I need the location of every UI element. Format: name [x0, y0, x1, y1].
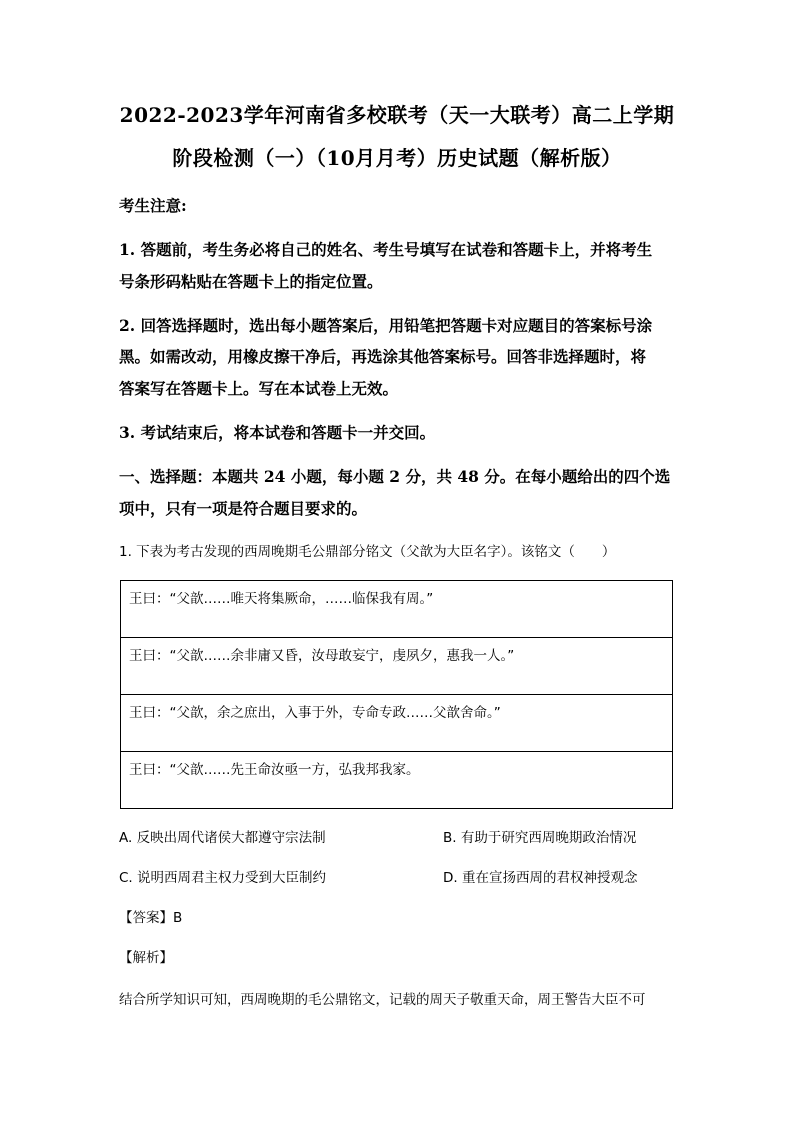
section-heading-line-2: 项中，只有一项是符合题目要求的。	[119, 499, 368, 518]
notice-item-2-line-2: 黑。如需改动，用橡皮擦干净后，再选涂其他答案标号。回答非选择题时，将	[119, 347, 647, 366]
notice-item-2-line-1: 2. 回答选择题时，选出每小题答案后，用铅笔把答题卡对应题目的答案标号涂	[119, 316, 653, 335]
table-cell: 王曰：“父歆，余之庶出，入事于外，专命专政……父歆舍命。”	[121, 695, 673, 752]
document-title-line1: 2022-2023学年河南省多校联考（天一大联考）高二上学期	[119, 103, 675, 127]
option-c: C. 说明西周君主权力受到大臣制约	[119, 870, 327, 886]
section-heading-line-1: 一、选择题：本题共 24 小题，每小题 2 分，共 48 分。在每小题给出的四个选	[119, 467, 671, 486]
option-b: B. 有助于研究西周晚期政治情况	[443, 830, 637, 846]
notice-item-1-line-2: 号条形码粘贴在答题卡上的指定位置。	[119, 272, 383, 291]
answer-label: 【答案】B	[119, 910, 183, 926]
inscription-table	[120, 580, 673, 809]
analysis-label: 【解析】	[119, 950, 173, 966]
table-row	[121, 581, 673, 638]
table-row	[121, 695, 673, 752]
notice-heading: 考生注意:	[119, 196, 187, 215]
option-a: A. 反映出周代诸侯大都遵守宗法制	[119, 830, 326, 846]
option-d: D. 重在宣扬西周的君权神授观念	[443, 870, 638, 886]
question-1-stem: 1. 下表为考古发现的西周晚期毛公鼎部分铭文（父歆为大臣名字）。该铭文（ ）	[119, 544, 616, 560]
notice-item-2-line-3: 答案写在答题卡上。写在本试卷上无效。	[119, 379, 399, 398]
table-cell: 王曰：“父歆……唯天将集厥命，……临保我有周。”	[121, 581, 673, 638]
document-title-line2: 阶段检测（一）（10月月考）历史试题（解析版）	[172, 146, 622, 170]
notice-item-3: 3. 考试结束后，将本试卷和答题卡一并交回。	[119, 423, 436, 442]
table-row	[121, 638, 673, 695]
analysis-text: 结合所学知识可知，西周晚期的毛公鼎铭文，记载的周天子敬重天命，周王警告大臣不可	[119, 992, 646, 1008]
table-cell: 王曰：“父歆……余非庸又昏，汝母敢妄宁，虔夙夕，惠我一人。”	[121, 638, 673, 695]
notice-item-1-line-1: 1. 答题前，考生务必将自己的姓名、考生号填写在试卷和答题卡上，并将考生	[119, 240, 653, 259]
table-cell: 王曰：“父歆……先王命汝亟一方，弘我邦我家。	[121, 752, 673, 809]
table-row	[121, 752, 673, 809]
